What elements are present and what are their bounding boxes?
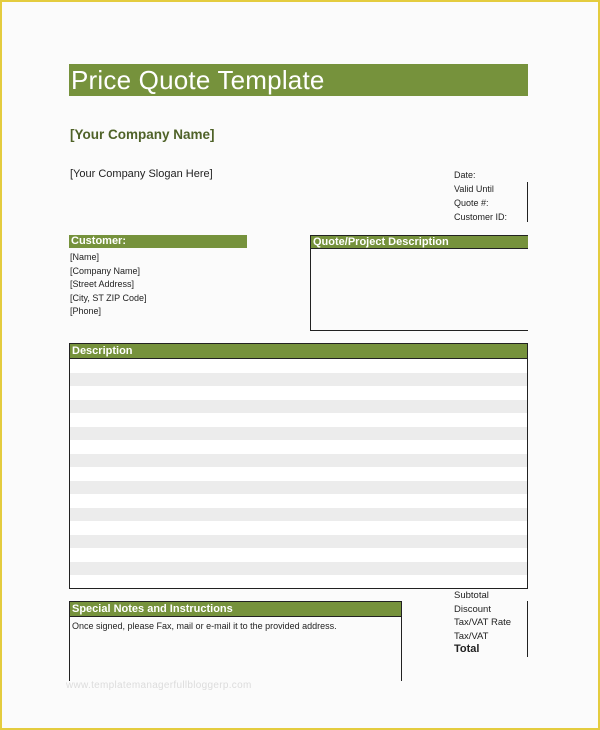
customer-street: [Street Address]	[70, 279, 135, 289]
table-row	[70, 400, 527, 414]
valid-until-label: Valid Until	[454, 184, 494, 194]
table-row	[70, 508, 527, 522]
subtotal-label: Subtotal	[454, 590, 489, 601]
special-notes-heading: Special Notes and Instructions	[70, 602, 401, 617]
customer-details	[70, 251, 147, 319]
discount-label: Discount	[454, 603, 491, 615]
table-row	[70, 535, 527, 549]
company-name: [Your Company Name]	[70, 127, 215, 142]
table-row	[70, 373, 527, 387]
tax-label: Tax/VAT	[454, 630, 489, 642]
totals-divider	[527, 601, 528, 657]
customer-name: [Name]	[70, 252, 100, 262]
table-row	[70, 413, 527, 427]
watermark: www.templatemanagerfullbloggerp.com	[66, 680, 252, 691]
table-row	[70, 481, 527, 495]
quote-number-label: Quote #:	[454, 198, 489, 208]
description-heading: Description	[70, 344, 527, 359]
table-row	[70, 386, 527, 400]
company-slogan: [Your Company Slogan Here]	[70, 168, 213, 180]
table-row	[70, 427, 527, 441]
customer-phone: [Phone]	[70, 306, 102, 316]
project-description-heading: Quote/Project Description	[311, 236, 528, 249]
special-notes-text: Once signed, please Fax, mail or e-mail it to the provided address.	[72, 621, 337, 631]
tax-rate-label: Tax/VAT Rate	[454, 617, 512, 628]
table-row	[70, 548, 527, 562]
table-row	[70, 494, 527, 508]
page-title: Price Quote Template	[69, 64, 528, 96]
meta-divider	[527, 182, 528, 222]
table-row	[70, 454, 527, 468]
table-row	[70, 440, 527, 454]
total-label: Total	[454, 643, 480, 655]
description-table	[69, 343, 528, 589]
totals-block	[454, 589, 511, 657]
customer-city: [City, ST ZIP Code]	[70, 292, 147, 303]
special-notes-box	[69, 601, 402, 681]
table-row	[70, 521, 527, 535]
customer-heading: Customer:	[69, 235, 247, 248]
customer-id-label: Customer ID:	[454, 212, 508, 222]
table-row	[70, 467, 527, 481]
date-label: Date:	[454, 170, 476, 180]
table-row	[70, 562, 527, 576]
quote-meta	[454, 168, 507, 224]
project-description-box	[310, 235, 528, 331]
customer-company: [Company Name]	[70, 265, 141, 276]
table-row	[70, 359, 527, 373]
